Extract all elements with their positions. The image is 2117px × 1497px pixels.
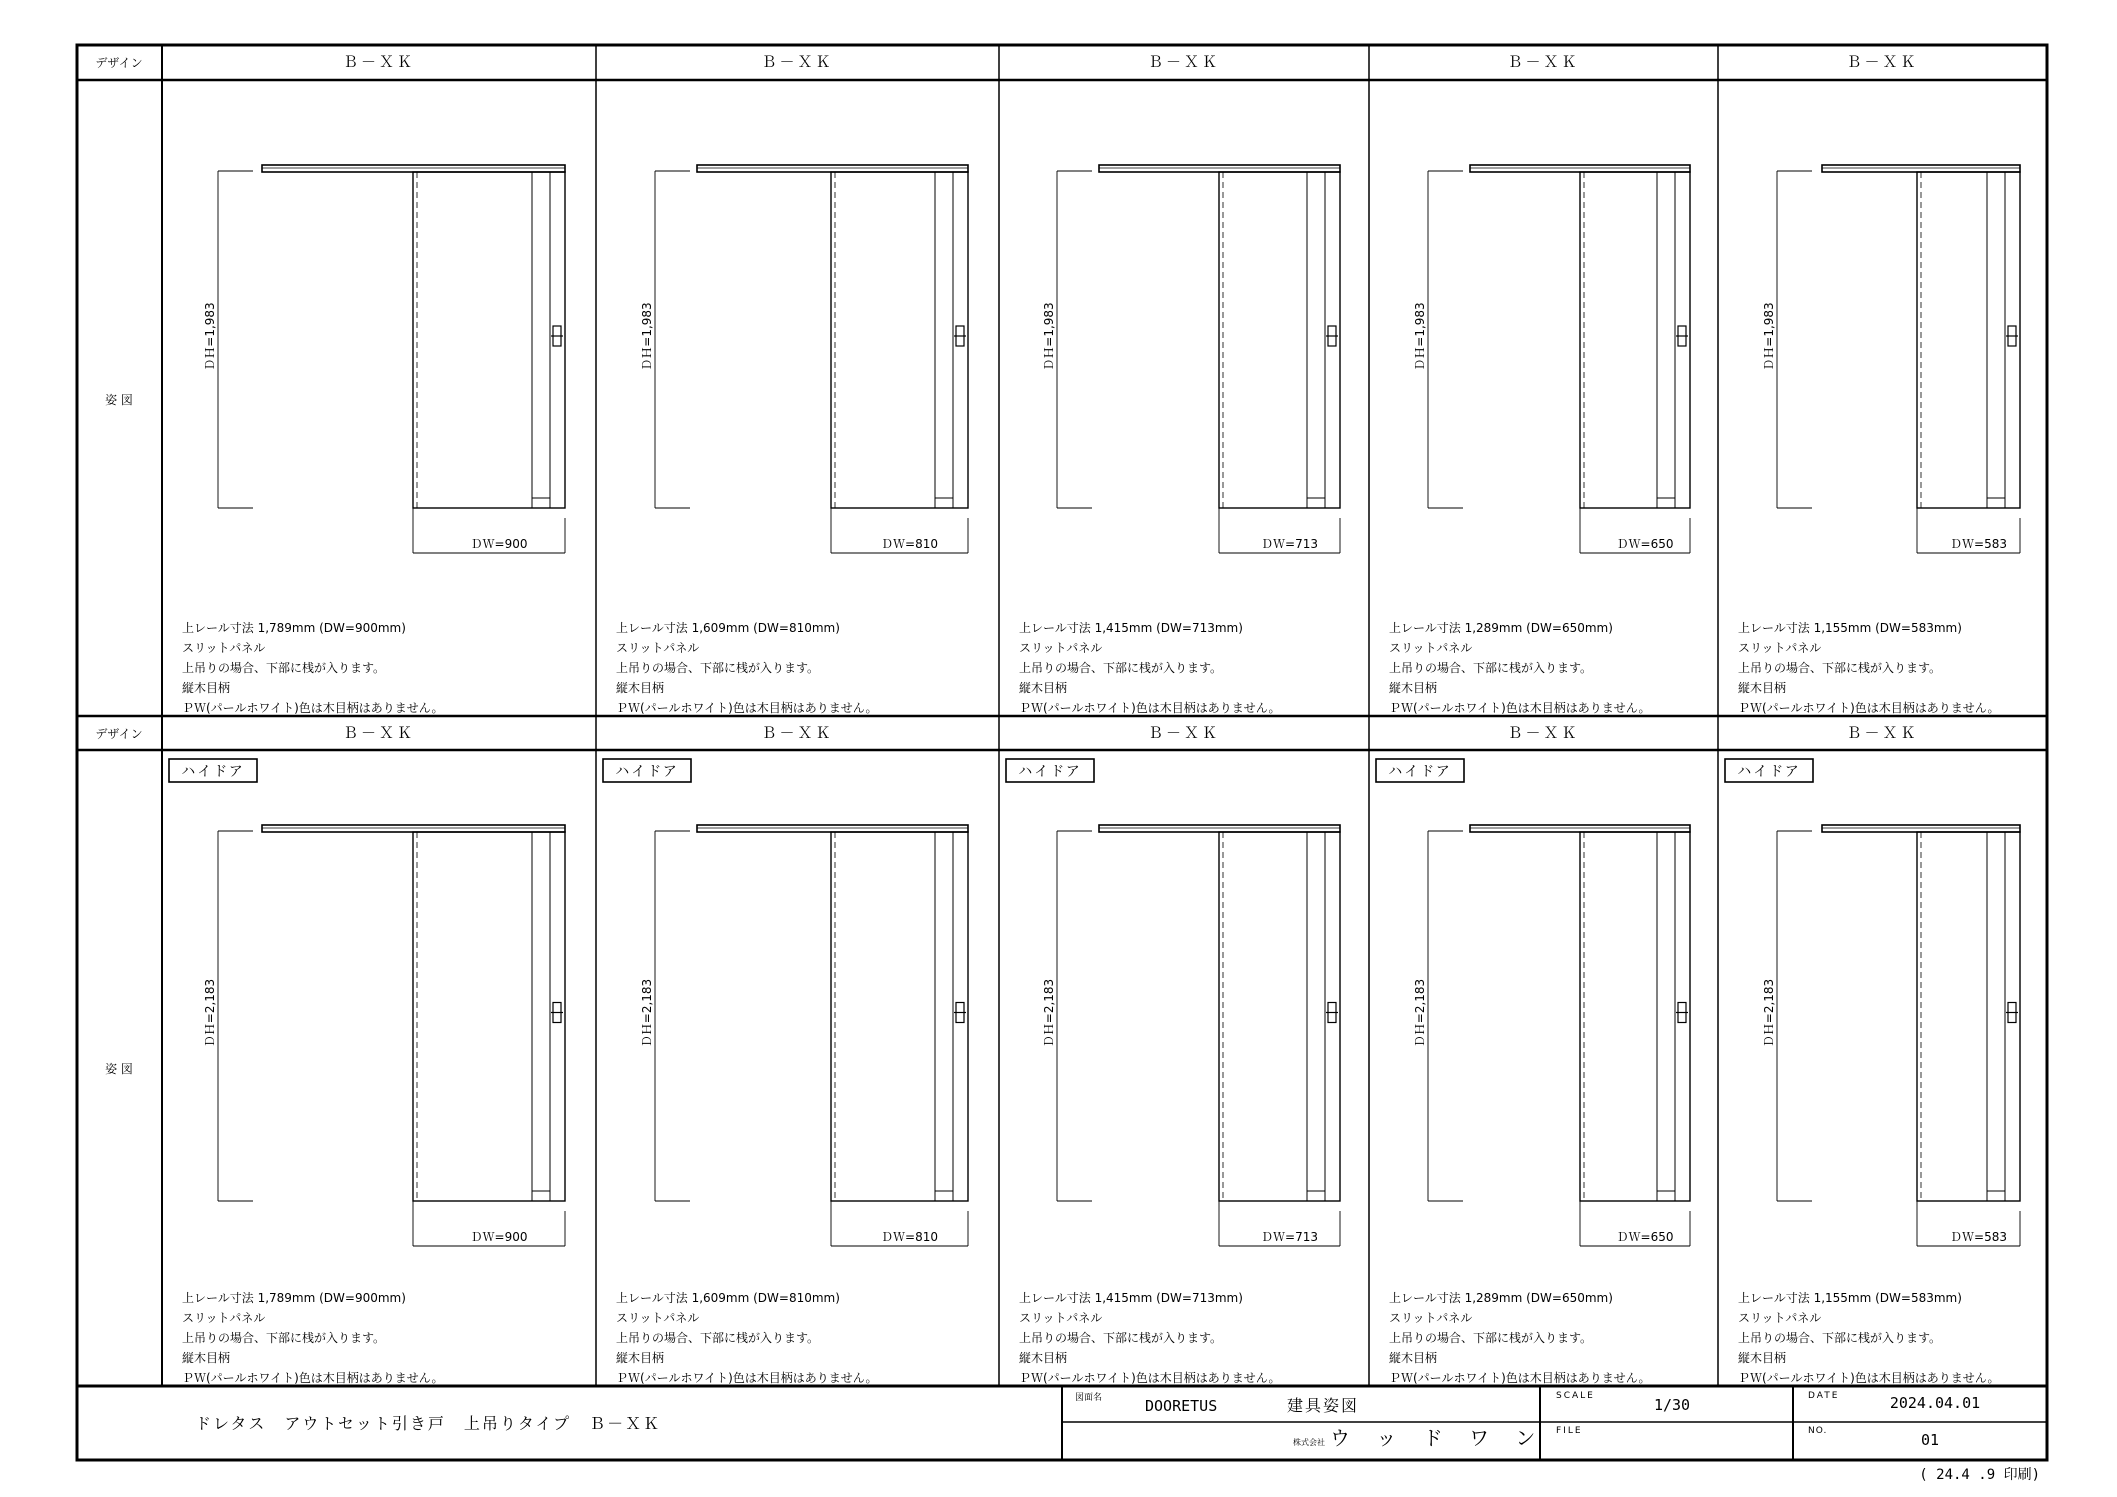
- no-label: NO.: [1808, 1426, 1828, 1436]
- door-panel: [1376, 724, 1690, 1385]
- spec-note: 上吊りの場合、下部に桟が入ります。: [1389, 1331, 1593, 1345]
- spec-note: 縦木目柄: [182, 1351, 231, 1365]
- spec-note: 上吊りの場合、下部に桟が入ります。: [182, 1331, 386, 1345]
- spec-note: ＰＷ(パールホワイト)色は木目柄はありません。: [182, 1371, 444, 1385]
- design-code: Ｂ－ＸＫ: [342, 53, 416, 71]
- width-dimension-label: ＤＷ=650: [1616, 537, 1674, 551]
- spec-note: ＰＷ(パールホワイト)色は木目柄はありません。: [616, 1371, 878, 1385]
- drawing-name-label: 図面名: [1075, 1393, 1103, 1403]
- door-panel: [1738, 53, 2020, 715]
- spec-note: 縦木目柄: [182, 681, 231, 695]
- spec-note: 上吊りの場合、下部に桟が入ります。: [1738, 1331, 1942, 1345]
- top-rail: [262, 825, 565, 832]
- width-dimension-label: ＤＷ=900: [470, 537, 528, 551]
- door-panel: [169, 724, 565, 1385]
- rail-size-note: 上レール寸法 1,415mm (DW=713mm): [1019, 621, 1243, 635]
- height-dimension-label: ＤＨ=1,983: [640, 302, 654, 371]
- rail-size-note: 上レール寸法 1,289mm (DW=650mm): [1389, 621, 1613, 635]
- spec-note: ＰＷ(パールホワイト)色は木目柄はありません。: [182, 701, 444, 715]
- design-code: Ｂ－ＸＫ: [1846, 53, 1919, 71]
- high-door-badge: ハイドア: [615, 764, 679, 780]
- top-rail: [1470, 165, 1690, 172]
- rail-size-note: 上レール寸法 1,789mm (DW=900mm): [182, 621, 406, 635]
- spec-note: スリットパネル: [616, 1311, 700, 1325]
- spec-note: スリットパネル: [182, 1311, 266, 1325]
- rail-size-note: 上レール寸法 1,415mm (DW=713mm): [1019, 1291, 1243, 1305]
- top-rail: [1099, 825, 1340, 832]
- height-dimension-label: ＤＨ=2,183: [1762, 978, 1776, 1048]
- spec-note: スリットパネル: [1738, 641, 1822, 655]
- design-code: Ｂ－ＸＫ: [1507, 53, 1580, 71]
- spec-note: 上吊りの場合、下部に桟が入ります。: [616, 661, 820, 675]
- file-label: FILE: [1556, 1426, 1583, 1436]
- spec-note: スリットパネル: [1019, 641, 1103, 655]
- height-dimension-label: ＤＨ=2,183: [640, 978, 654, 1048]
- spec-note: ＰＷ(パールホワイト)色は木目柄はありません。: [1389, 701, 1651, 715]
- high-door-badge: ハイドア: [181, 764, 245, 780]
- spec-note: 上吊りの場合、下部に桟が入ります。: [616, 1331, 820, 1345]
- spec-note: 上吊りの場合、下部に桟が入ります。: [1389, 661, 1593, 675]
- door-leaf: [1219, 832, 1340, 1201]
- scale-label: SCALE: [1556, 1391, 1595, 1401]
- height-dimension-label: ＤＨ=1,983: [203, 302, 217, 371]
- rail-size-note: 上レール寸法 1,155mm (DW=583mm): [1738, 1291, 1962, 1305]
- door-leaf: [413, 172, 565, 508]
- date-value: 2024.04.01: [1889, 1394, 1981, 1412]
- height-dimension-label: ＤＨ=1,983: [1042, 302, 1056, 371]
- rail-size-note: 上レール寸法 1,789mm (DW=900mm): [182, 1291, 406, 1305]
- top-rail: [1822, 165, 2020, 172]
- spec-note: ＰＷ(パールホワイト)色は木目柄はありません。: [1019, 1371, 1281, 1385]
- design-code: Ｂ－ＸＫ: [761, 53, 834, 71]
- spec-note: ＰＷ(パールホワイト)色は木目柄はありません。: [1738, 1371, 2000, 1385]
- design-code: Ｂ－ＸＫ: [1846, 724, 1919, 742]
- door-panel: [616, 53, 968, 715]
- width-dimension-label: ＤＷ=900: [470, 1230, 528, 1244]
- spec-note: 縦木目柄: [1019, 1351, 1068, 1365]
- spec-note: 上吊りの場合、下部に桟が入ります。: [1738, 661, 1942, 675]
- top-rail: [1470, 825, 1690, 832]
- height-dimension-label: ＤＨ=2,183: [1042, 978, 1056, 1048]
- design-code: Ｂ－ＸＫ: [761, 724, 834, 742]
- height-dimension-label: ＤＨ=1,983: [1762, 302, 1776, 371]
- print-note: ( 24.4 .9 印刷): [1919, 1467, 2040, 1483]
- no-value: 01: [1920, 1431, 1940, 1449]
- width-dimension-label: ＤＷ=713: [1261, 1230, 1318, 1244]
- rail-size-note: 上レール寸法 1,155mm (DW=583mm): [1738, 621, 1962, 635]
- scale-value: 1/30: [1653, 1396, 1691, 1414]
- view-header-label-2: 姿 図: [105, 1062, 133, 1076]
- door-leaf: [1580, 172, 1690, 508]
- date-label: DATE: [1808, 1391, 1840, 1401]
- spec-note: ＰＷ(パールホワイト)色は木目柄はありません。: [1019, 701, 1281, 715]
- spec-note: スリットパネル: [616, 641, 700, 655]
- width-dimension-label: ＤＷ=713: [1261, 537, 1318, 551]
- spec-note: 縦木目柄: [616, 681, 665, 695]
- spec-note: 上吊りの場合、下部に桟が入ります。: [182, 661, 386, 675]
- high-door-badge: ハイドア: [1737, 764, 1801, 780]
- design-code: Ｂ－ＸＫ: [1147, 724, 1221, 742]
- door-leaf: [413, 832, 565, 1201]
- rail-size-note: 上レール寸法 1,609mm (DW=810mm): [616, 621, 840, 635]
- spec-note: スリットパネル: [1019, 1311, 1103, 1325]
- spec-note: スリットパネル: [1389, 641, 1473, 655]
- drawing-name-code: DOORETUS: [1145, 1397, 1218, 1415]
- spec-note: 縦木目柄: [1389, 1351, 1438, 1365]
- rail-size-note: 上レール寸法 1,609mm (DW=810mm): [616, 1291, 840, 1305]
- high-door-badge: ハイドア: [1388, 764, 1452, 780]
- design-header-label-2: デザイン: [95, 727, 143, 741]
- top-rail: [1099, 165, 1340, 172]
- product-title: ドレタス アウトセット引き戸 上吊りタイプ Ｂ－ＸＫ: [195, 1414, 662, 1433]
- width-dimension-label: ＤＷ=810: [881, 537, 938, 551]
- design-code: Ｂ－ＸＫ: [1147, 53, 1221, 71]
- spec-note: ＰＷ(パールホワイト)色は木目柄はありません。: [616, 701, 878, 715]
- door-panel: [603, 724, 968, 1385]
- door-panel: [182, 53, 565, 715]
- rail-size-note: 上レール寸法 1,289mm (DW=650mm): [1389, 1291, 1613, 1305]
- spec-note: ＰＷ(パールホワイト)色は木目柄はありません。: [1738, 701, 2000, 715]
- door-panel: [1725, 724, 2020, 1385]
- door-panel: [1006, 724, 1340, 1385]
- spec-note: スリットパネル: [1738, 1311, 1822, 1325]
- top-rail: [1822, 825, 2020, 832]
- high-door-badge: ハイドア: [1018, 764, 1082, 780]
- door-leaf: [831, 832, 968, 1201]
- spec-note: 上吊りの場合、下部に桟が入ります。: [1019, 661, 1223, 675]
- door-panels: [169, 53, 2020, 1385]
- door-panel: [1019, 53, 1340, 715]
- spec-note: スリットパネル: [1389, 1311, 1473, 1325]
- table-grid: [77, 45, 2047, 1460]
- height-dimension-label: ＤＨ=2,183: [1413, 978, 1427, 1048]
- view-header-label-1: 姿 図: [105, 393, 133, 407]
- spec-note: 縦木目柄: [616, 1351, 665, 1365]
- company-prefix: 株式会社: [1293, 1438, 1325, 1447]
- spec-note: 縦木目柄: [1389, 681, 1438, 695]
- spec-note: スリットパネル: [182, 641, 266, 655]
- spec-note: ＰＷ(パールホワイト)色は木目柄はありません。: [1389, 1371, 1651, 1385]
- door-leaf: [1219, 172, 1340, 508]
- spec-note: 縦木目柄: [1738, 681, 1787, 695]
- design-code: Ｂ－ＸＫ: [342, 724, 416, 742]
- width-dimension-label: ＤＷ=583: [1950, 537, 2007, 551]
- width-dimension-label: ＤＷ=583: [1950, 1230, 2007, 1244]
- width-dimension-label: ＤＷ=650: [1616, 1230, 1674, 1244]
- width-dimension-label: ＤＷ=810: [881, 1230, 938, 1244]
- height-dimension-label: ＤＨ=1,983: [1413, 302, 1427, 371]
- spec-note: 上吊りの場合、下部に桟が入ります。: [1019, 1331, 1223, 1345]
- height-dimension-label: ＤＨ=2,183: [203, 978, 217, 1048]
- design-code: Ｂ－ＸＫ: [1507, 724, 1580, 742]
- top-rail: [262, 165, 565, 172]
- door-leaf: [1580, 832, 1690, 1201]
- top-rail: [697, 165, 968, 172]
- door-leaf: [831, 172, 968, 508]
- spec-note: 縦木目柄: [1019, 681, 1068, 695]
- top-rail: [697, 825, 968, 832]
- drawing-name: 建具姿図: [1287, 1396, 1360, 1415]
- spec-note: 縦木目柄: [1738, 1351, 1787, 1365]
- door-panel: [1389, 53, 1690, 715]
- company-name: ウ ッ ド ワ ン: [1330, 1426, 1546, 1450]
- design-header-label-1: デザイン: [95, 56, 143, 70]
